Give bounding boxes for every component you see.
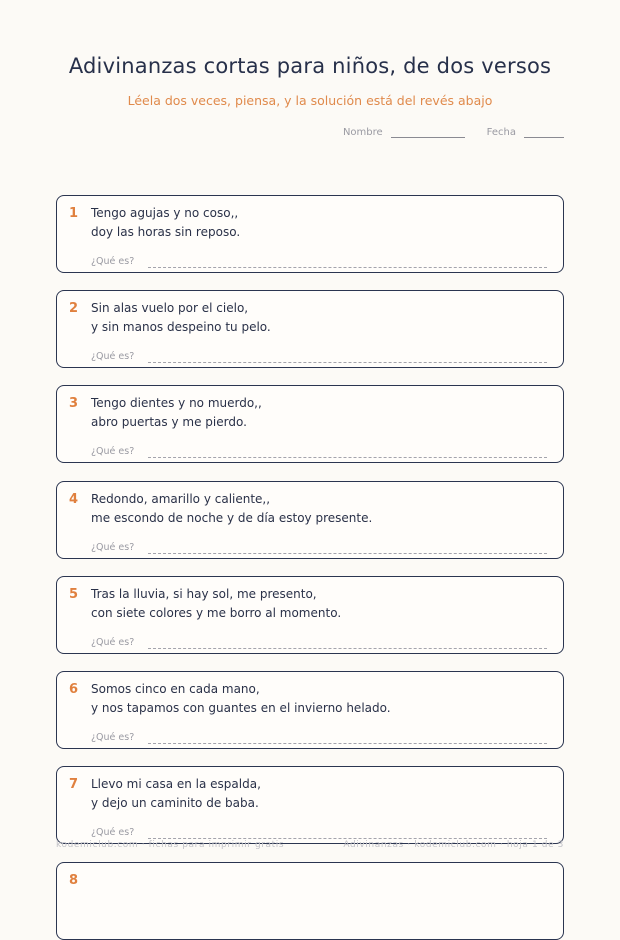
riddle-verse-2: y sin manos despeino tu pelo. bbox=[91, 320, 271, 334]
answer-line[interactable] bbox=[148, 362, 547, 363]
riddle-card-8 bbox=[56, 862, 564, 940]
answer-line[interactable] bbox=[148, 648, 547, 649]
page-footer bbox=[56, 840, 564, 850]
riddle-verse-2: doy las horas sin reposo. bbox=[91, 225, 241, 239]
riddle-card-5 bbox=[56, 576, 564, 654]
riddle-verse-2: y dejo un caminito de baba. bbox=[91, 796, 259, 810]
answer-label: ¿Qué es? bbox=[91, 732, 135, 743]
riddle-verse-1: Tengo agujas y no coso,, bbox=[91, 206, 239, 220]
riddle-number: 7 bbox=[69, 777, 79, 792]
riddle-number: 8 bbox=[69, 873, 79, 888]
answer-label: ¿Qué es? bbox=[91, 446, 135, 457]
page-subtitle: Léela dos veces, piensa, y la solución está del revés abajo bbox=[127, 93, 493, 108]
riddle-verse-1: Somos cinco en cada mano, bbox=[91, 682, 260, 696]
riddle-verse-1: Llevo mi casa en la espalda, bbox=[91, 777, 261, 791]
riddle-verse-2: con siete colores y me borro al momento. bbox=[91, 606, 342, 620]
answer-line[interactable] bbox=[148, 267, 547, 268]
answer-line[interactable] bbox=[148, 553, 547, 554]
answer-line[interactable] bbox=[148, 838, 547, 839]
footer-right: Adivinanzas · kodemiclub.com · hoja 1 de 3 bbox=[343, 840, 564, 850]
riddle-verse-2: y nos tapamos con guantes en el invierno helado. bbox=[91, 701, 391, 715]
name-date-fields bbox=[343, 127, 564, 138]
riddle-card-3 bbox=[56, 385, 564, 463]
riddle-verse-1: Tras la lluvia, si hay sol, me presento, bbox=[91, 587, 317, 601]
name-label: Nombre bbox=[342, 127, 383, 138]
date-blank bbox=[524, 127, 564, 138]
riddle-verse-2: abro puertas y me pierdo. bbox=[91, 415, 247, 429]
riddle-card-6 bbox=[56, 671, 564, 749]
riddle-card-2 bbox=[56, 290, 564, 368]
riddle-card-4 bbox=[56, 481, 564, 559]
riddle-verse-2: me escondo de noche y de día estoy presente. bbox=[91, 511, 373, 525]
riddle-card-1 bbox=[56, 195, 564, 273]
riddle-number: 6 bbox=[69, 682, 79, 697]
riddle-number: 4 bbox=[69, 492, 79, 507]
riddle-verse-1: Tengo dientes y no muerdo,, bbox=[91, 396, 262, 410]
name-blank bbox=[391, 127, 465, 138]
riddle-number: 1 bbox=[69, 206, 79, 221]
riddle-number: 2 bbox=[69, 301, 79, 316]
date-label: Fecha bbox=[486, 127, 516, 138]
riddle-verse-1: Sin alas vuelo por el cielo, bbox=[91, 301, 249, 315]
riddle-card-7 bbox=[56, 766, 564, 844]
answer-line[interactable] bbox=[148, 457, 547, 458]
answer-label: ¿Qué es? bbox=[91, 637, 135, 648]
answer-label: ¿Qué es? bbox=[91, 256, 135, 267]
riddle-number: 5 bbox=[69, 587, 79, 602]
answer-label: ¿Qué es? bbox=[91, 542, 135, 553]
answer-label: ¿Qué es? bbox=[91, 351, 135, 362]
riddle-verse-1: Redondo, amarillo y caliente,, bbox=[91, 492, 271, 506]
footer-left: kodemiclub.com · fichas para imprimir gratis bbox=[56, 840, 285, 850]
answer-label: ¿Qué es? bbox=[91, 827, 135, 838]
page-title: Adivinanzas cortas para niños, de dos versos bbox=[68, 54, 552, 78]
answer-line[interactable] bbox=[148, 743, 547, 744]
riddle-number: 3 bbox=[69, 396, 79, 411]
